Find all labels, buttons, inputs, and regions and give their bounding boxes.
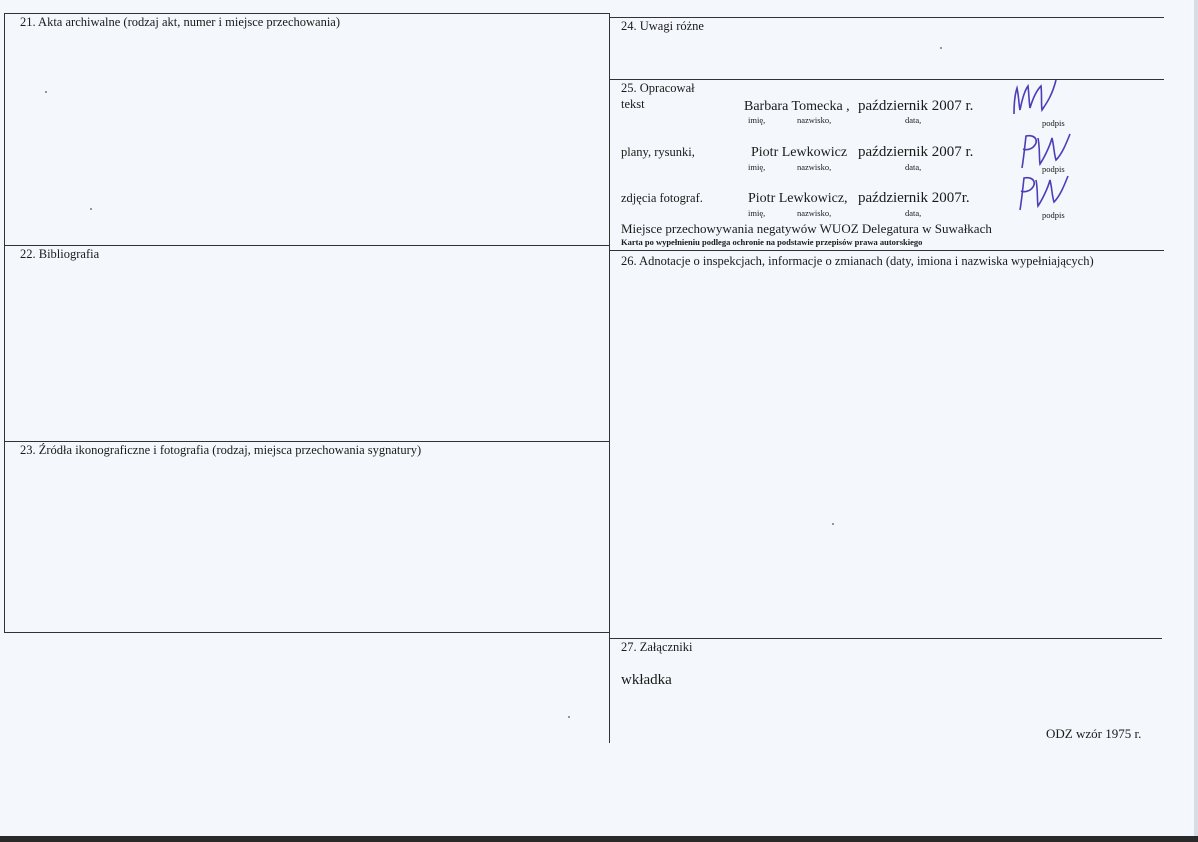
caption-name-3: imię, (748, 208, 766, 218)
caption-date-2: data, (905, 162, 922, 172)
role-text: tekst (621, 97, 645, 111)
divider-26-27 (610, 638, 1162, 639)
author-name-text: Barbara Tomecka , (744, 99, 850, 114)
caption-signature-3: podpis (1042, 210, 1065, 220)
caption-name-1: imię, (748, 115, 766, 125)
top-rule-right (610, 17, 1164, 18)
scan-speck (832, 523, 834, 525)
column-divider (609, 13, 610, 743)
date-plans: październik 2007 r. (858, 144, 974, 160)
signature-2 (1010, 128, 1080, 174)
divider-22-23 (4, 441, 610, 442)
caption-signature-2: podpis (1042, 164, 1065, 174)
author-name-photos: Piotr Lewkowicz, (748, 191, 848, 206)
caption-date-1: data, (905, 115, 922, 125)
caption-name-2: imię, (748, 162, 766, 172)
scan-speck (568, 716, 570, 718)
section-26-label: 26. Adnotacje o inspekcjach, informacje o zmianach (daty, imiona i nazwiska wypełniających) (621, 254, 1094, 268)
left-border (4, 13, 5, 633)
card-bottom-edge (0, 836, 1198, 842)
author-name-plans: Piotr Lewkowicz (751, 145, 848, 160)
scan-speck (940, 47, 942, 49)
divider-24-25 (610, 79, 1164, 80)
role-photos: zdjęcia fotograf. (621, 191, 703, 205)
date-text: październik 2007 r. (858, 98, 974, 114)
caption-surname-1: nazwisko, (797, 115, 832, 125)
divider-23-bottom (4, 632, 610, 633)
section-22-label: 22. Bibliografia (20, 247, 100, 261)
section-21-label: 21. Akta archiwalne (rodzaj akt, numer i miejsce przechowania) (20, 15, 341, 29)
section-24-label: 24. Uwagi różne (621, 19, 704, 33)
caption-signature-1: podpis (1042, 118, 1065, 128)
copyright-note: Karta po wypełnieniu podlega ochronie na podstawie przepisów prawa autorskiego (621, 237, 923, 247)
top-rule-left (4, 13, 610, 14)
divider-21-22 (4, 245, 610, 246)
caption-surname-2: nazwisko, (797, 162, 832, 172)
signature-3 (1010, 170, 1080, 216)
divider-25-26 (610, 250, 1164, 251)
section-23-label: 23. Źródła ikonograficzne i fotografia (rodzaj, miejsca przechowania sygnatury) (20, 443, 422, 457)
caption-surname-3: nazwisko, (797, 208, 832, 218)
scan-speck (45, 91, 47, 93)
card-right-edge (1194, 0, 1198, 842)
date-photos: październik 2007r. (858, 190, 970, 206)
attachments-value: wkładka (621, 672, 672, 688)
role-plans: plany, rysunki, (621, 145, 695, 159)
section-25-title: 25. Opracował (621, 81, 695, 95)
scan-speck (90, 208, 92, 210)
negatives-storage: Miejsce przechowywania negatywów WUOZ Delegatura w Suwałkach (621, 221, 992, 236)
section-27-label: 27. Załączniki (621, 640, 693, 654)
caption-date-3: data, (905, 208, 922, 218)
signature-1 (1008, 76, 1068, 122)
form-version: ODZ wzór 1975 r. (1046, 726, 1142, 741)
